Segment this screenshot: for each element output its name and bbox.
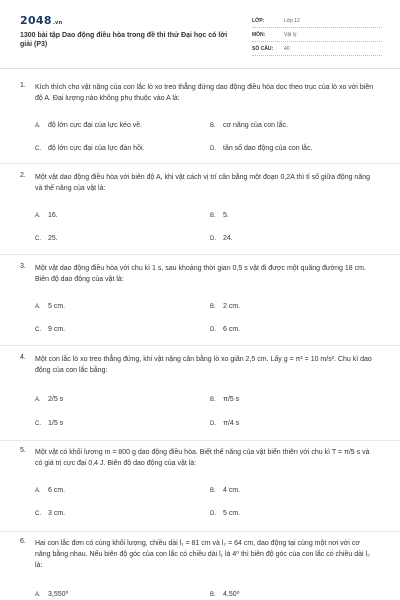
question-text — [35, 447, 375, 469]
question-text-start: Một vật có khối lượng m = 800 g dao động điều hòa. Biết thế năng của vật biến thiên với chu kì T = — [35, 449, 343, 456]
question-text-end: . Chu kì dao động của con lắc bằng: — [35, 356, 372, 374]
option-text: tần số dao động của con lắc. — [223, 145, 313, 152]
meta-label: SỐ CÂU: — [252, 45, 274, 52]
option-letter: A. — [35, 304, 41, 310]
option-b[interactable] — [210, 590, 239, 598]
option-b[interactable] — [210, 122, 288, 129]
header — [0, 0, 400, 62]
option-a[interactable] — [35, 303, 65, 310]
option-b[interactable] — [210, 303, 240, 310]
meta-info — [252, 14, 382, 56]
option-d[interactable] — [210, 235, 233, 242]
option-text: 3,550⁰ — [48, 591, 69, 598]
question-5 — [20, 447, 380, 527]
meta-value: Lớp 12 — [284, 17, 300, 24]
option-c[interactable] — [35, 510, 65, 517]
logo-suffix: .vn — [52, 20, 63, 26]
option-a[interactable] — [35, 590, 68, 598]
meta-label: MÔN: — [252, 31, 266, 38]
option-text: độ lớn cực đại của lực kéo về. — [48, 122, 143, 129]
question-text: Kích thích cho vật nặng của con lắc lò xo treo thẳng đứng dao động điều hòa dọc theo trục của lò xo với biên độ A. Đại lượng nào không phụ thuộc vào A là: — [35, 84, 374, 102]
option-d[interactable] — [210, 510, 240, 517]
header-divider — [0, 68, 400, 69]
option-d[interactable] — [210, 326, 240, 333]
question-number: 6. — [20, 538, 26, 545]
question-number: 1. — [20, 82, 26, 89]
meta-row-subject — [252, 28, 382, 42]
option-letter: C. — [35, 146, 41, 152]
question-separator — [0, 163, 400, 164]
option-letter: B. — [210, 592, 216, 598]
question-text: Hai con lắc đơn có cùng khối lượng, chiều dài l₁ = 81 cm và l₂ = 64 cm, dao động tại cùng một nơi với cơ năng bằng nhau. Nếu biên độ góc của con lắc có chiều dài l₁ là 4⁰ thì biên độ góc của con lắc có chiều dài l₂ là: — [35, 540, 370, 569]
option-letter: A. — [35, 592, 41, 598]
question-number: 3. — [20, 263, 26, 270]
option-letter: B. — [210, 123, 216, 129]
option-letter: C. — [35, 421, 41, 427]
option-letter: B. — [210, 213, 216, 219]
option-text: π/5 s — [223, 396, 240, 403]
option-c[interactable] — [35, 326, 65, 333]
option-letter: A. — [35, 213, 41, 219]
formula: g = π² = 10 m/s² — [283, 356, 335, 363]
option-letter: B. — [210, 397, 216, 403]
option-letter: B. — [210, 304, 216, 310]
question-text: Một vật dao động điều hòa với biên độ A, khi vật cách vị trí cân bằng một đoạn 0,2A thì tỉ số giữa động năng và thế năng của vật là: — [35, 174, 370, 192]
question-separator — [0, 254, 400, 255]
option-letter: D. — [210, 146, 216, 152]
option-text: 4,50⁰ — [223, 591, 240, 598]
option-text: 5 cm. — [223, 510, 241, 517]
document-title: 1300 bài tập Dao động điều hòa trong đề thi thử Đại học có lời giải (P3) — [20, 32, 228, 48]
question-3 — [20, 263, 380, 341]
option-text: 3 cm. — [48, 510, 66, 517]
option-c[interactable] — [35, 420, 63, 427]
meta-row-count — [252, 42, 382, 56]
option-text: 5. — [223, 212, 229, 219]
option-letter: C. — [35, 511, 41, 517]
meta-row-class — [252, 14, 382, 28]
option-letter: D. — [210, 421, 216, 427]
option-letter: A. — [35, 397, 41, 403]
option-letter: D. — [210, 327, 216, 333]
option-c[interactable] — [35, 235, 58, 242]
option-text: 4 cm. — [223, 487, 241, 494]
option-letter: A. — [35, 488, 41, 494]
option-text: 5 cm. — [48, 303, 66, 310]
question-number: 5. — [20, 447, 26, 454]
question-separator — [0, 531, 400, 532]
option-text: 24. — [223, 235, 233, 242]
logo-text: 2048 — [20, 14, 52, 27]
meta-value: Vật lý — [284, 31, 297, 38]
option-a[interactable] — [35, 122, 142, 129]
question-number: 4. — [20, 354, 26, 361]
site-logo[interactable] — [20, 14, 62, 27]
option-b[interactable] — [210, 396, 239, 403]
option-letter: C. — [35, 327, 41, 333]
option-a[interactable] — [35, 487, 65, 494]
option-a[interactable] — [35, 212, 58, 219]
question-separator — [0, 345, 400, 346]
question-text: Một vật dao động điều hòa với chu kì 1 s, sau khoảng thời gian 0,5 s vật đi được một quãng đường 18 cm. Biên độ dao động của vật là: — [35, 265, 366, 283]
option-b[interactable] — [210, 212, 229, 219]
option-text: 16. — [48, 212, 58, 219]
option-text: 6 cm. — [223, 326, 241, 333]
formula: π/5 s — [343, 449, 361, 456]
question-1 — [20, 82, 380, 162]
question-number: 2. — [20, 172, 26, 179]
option-d[interactable] — [210, 420, 239, 427]
option-letter: C. — [35, 236, 41, 242]
option-text: 2/5 s — [48, 396, 64, 403]
option-letter: D. — [210, 236, 216, 242]
option-text: độ lớn cực đại của lực đàn hồi. — [48, 145, 145, 152]
question-2 — [20, 172, 380, 250]
option-b[interactable] — [210, 487, 240, 494]
option-text: cơ năng của con lắc. — [223, 122, 288, 129]
question-text-end: và có giá trị cực đại 0,4 J. Biên độ dao động của vật là: — [35, 449, 370, 467]
option-letter: A. — [35, 123, 41, 129]
option-letter: B. — [210, 488, 216, 494]
option-letter: D. — [210, 511, 216, 517]
option-text: 25. — [48, 235, 58, 242]
option-c[interactable] — [35, 145, 144, 152]
question-text-start: Một con lắc lò xo treo thẳng đứng, khi vật nặng cân bằng lò xo giãn 2,5 cm. Lấy — [35, 356, 282, 363]
option-text: 1/5 s — [48, 420, 64, 427]
option-d[interactable] — [210, 145, 313, 152]
meta-value: 40 — [284, 45, 290, 52]
question-text — [35, 354, 375, 376]
option-a[interactable] — [35, 396, 63, 403]
option-text: π/4 s — [223, 420, 240, 427]
question-separator — [0, 440, 400, 441]
question-4 — [20, 354, 380, 438]
option-text: 9 cm. — [48, 326, 66, 333]
meta-label: LỚP: — [252, 17, 265, 24]
option-text: 2 cm. — [223, 303, 241, 310]
option-text: 6 cm. — [48, 487, 66, 494]
question-6 — [20, 538, 380, 600]
